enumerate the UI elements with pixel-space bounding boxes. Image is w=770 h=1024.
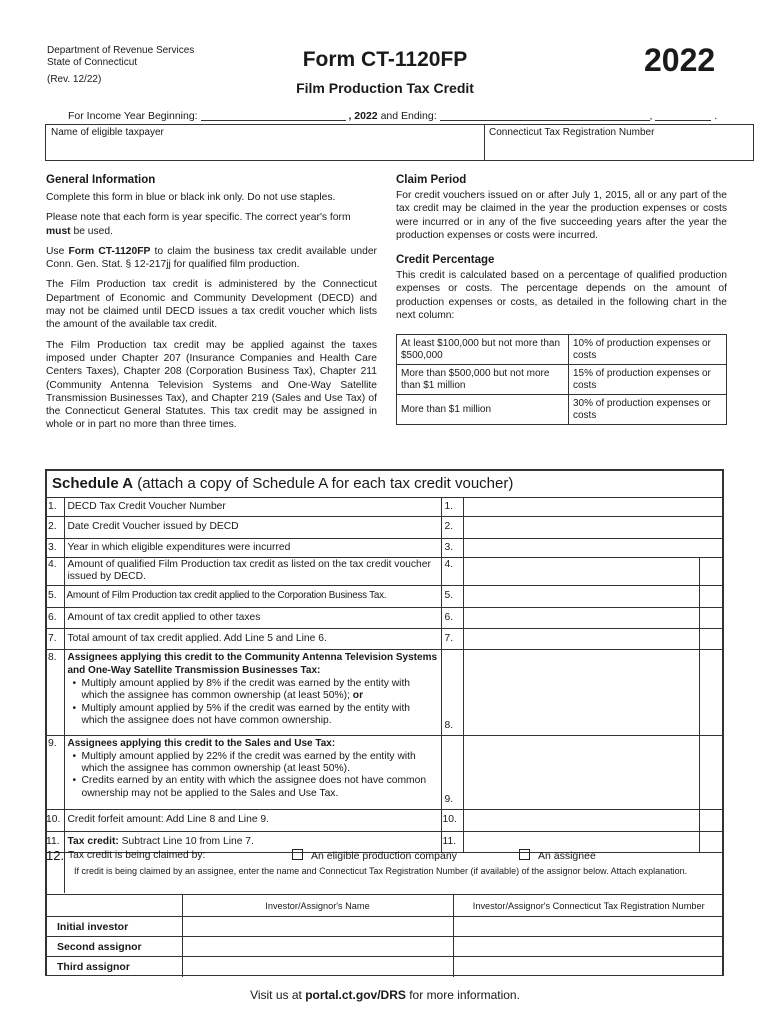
schedule-line [46, 498, 724, 517]
line-ref: 11. [441, 831, 463, 852]
assignor-label: Third assignor [57, 960, 130, 973]
line-description: Amount of qualified Film Production tax credit as listed on the tax credit voucher issued by DECD. [64, 557, 441, 585]
schedule-line [46, 736, 724, 810]
line-8-description [64, 650, 441, 736]
taxpayer-name-label: Name of eligible taxpayer [51, 127, 164, 138]
general-p4: The Film Production tax credit is administered by the Connecticut Department of Economic and Community Development (DECD) and may not be claimed until DECD issues a tax credit voucher which lists the amount of the available tax credit. [46, 279, 377, 331]
line-3-value-field[interactable] [463, 538, 724, 557]
line-ref: 8. [441, 650, 463, 736]
drs-portal-link[interactable]: portal.ct.gov/DRS [305, 988, 406, 1002]
line-description: Tax credit: Subtract Line 10 from Line 7. [64, 831, 441, 852]
line-description: Amount of tax credit applied to other taxes [64, 607, 441, 628]
income-year-line: For Income Year Beginning: , 2022 and Ending: , . [68, 110, 718, 122]
line-description: Year in which eligible expenditures were incurred [64, 538, 441, 557]
second-assignor-reg-field[interactable] [453, 937, 724, 957]
schedule-line [46, 517, 724, 538]
line-ref: 2. [441, 517, 463, 538]
line-8-value-field[interactable] [463, 650, 699, 736]
assignor-reg-header: Investor/Assignor's Connecticut Tax Registration Number [453, 895, 724, 917]
general-p1: Complete this form in blue or black ink only. Do not use staples. [46, 192, 336, 203]
line-number: 7. [46, 629, 64, 650]
assignor-row [46, 917, 724, 937]
form-title: Form CT-1120FP [302, 48, 468, 71]
line-number: 8. [46, 650, 64, 736]
line-number: 4. [46, 557, 64, 585]
line-5-cents-field[interactable] [699, 585, 724, 607]
line-4-value-field[interactable] [463, 557, 699, 585]
line-number: 2. [46, 517, 64, 538]
assignee-checkbox[interactable] [519, 849, 530, 860]
schedule-lines [46, 497, 724, 853]
general-p2: Please note that each form is year specific. The correct year's form must be used. [46, 212, 351, 237]
assignor-row [46, 937, 724, 957]
line-number: 12. [46, 848, 65, 863]
general-information [46, 174, 377, 432]
line-ref: 10. [441, 810, 463, 831]
line-9-bullet-2: • Credits earned by an entity with which the assignee does not have common ownership may not be applied to the Sales and Use Tax. [68, 775, 438, 800]
assignor-label: Second assignor [46, 937, 182, 957]
general-p5: The Film Production tax credit may be applied against the taxes imposed under Chapter 207 (Insurance Companies and Health Care Centers Taxes), Chapter 208 (Corporation Business Tax), Chapter 211 (Community Antenna Television Systems and One-Way Satellite Transmission Businesses Tax), and Chapter 219 (Sales and Use Tax) of the Connecticut General Statutes. This tax credit may be assigned in whole or in part no more than three times. [46, 339, 377, 431]
line-ref: 3. [441, 538, 463, 557]
line-ref: 9. [441, 736, 463, 810]
revision-date: (Rev. 12/22) [47, 74, 102, 85]
line-8-bullet-2: • Multiply amount applied by 5% if the credit was earned by the entity with which the assignee does not have common ownership. [68, 703, 438, 728]
schedule-line [46, 629, 724, 650]
option-assignee[interactable]: An assignee [519, 849, 596, 862]
percentage-row [397, 395, 727, 425]
credit-percentage-text: This credit is calculated based on a percentage of qualified production expenses or costs. The percentage depends on the amount of production expenses or costs, as detailed in the following chart in the next column: [396, 270, 727, 322]
income-year-beginning-label: For Income Year Beginning: [68, 110, 198, 122]
line-1-value-field[interactable] [463, 498, 724, 517]
line-number: 9. [46, 736, 64, 810]
line-7-value-field[interactable] [463, 629, 699, 650]
production-company-checkbox[interactable] [292, 849, 303, 860]
general-information-heading: General Information [46, 174, 156, 186]
line-10-value-field[interactable] [463, 810, 699, 831]
assignor-name-header: Investor/Assignor's Name [182, 895, 453, 917]
percentage-range: More than $1 million [397, 395, 569, 425]
line-number: 1. [46, 498, 64, 517]
taxpayer-registration-label: Connecticut Tax Registration Number [489, 127, 655, 138]
line-description: Amount of Film Production tax credit applied to the Corporation Business Tax. [64, 585, 441, 607]
general-p3: Use Form CT-1120FP to claim the business tax credit available under Conn. Gen. Stat. § 12-217jj for qualified film production. [46, 245, 377, 271]
percentage-value: 15% of production expenses or costs [569, 365, 727, 395]
option-production-company[interactable]: An eligible production company [292, 849, 457, 862]
third-assignor-name-field[interactable] [182, 957, 453, 977]
income-year-ending-label: and Ending: [380, 110, 437, 122]
line-number: 10. [46, 810, 64, 831]
initial-investor-name-field[interactable] [182, 917, 453, 937]
second-assignor-name-field[interactable] [182, 937, 453, 957]
schedule-line [46, 810, 724, 831]
schedule-line [46, 650, 724, 736]
percentage-value: 10% of production expenses or costs [569, 335, 727, 365]
tax-year: 2022 [644, 42, 716, 78]
percentage-range: More than $500,000 but not more than $1 million [397, 365, 569, 395]
claim-period-heading: Claim Period [396, 174, 467, 186]
line-5-value-field[interactable] [463, 585, 699, 607]
line-10-cents-field[interactable] [699, 810, 724, 831]
line-description: Credit forfeit amount: Add Line 8 and Line 9. [64, 810, 441, 831]
line-2-value-field[interactable] [463, 517, 724, 538]
line-12-note: If credit is being claimed by an assignee, enter the name and Connecticut Tax Registration Number (if available) of the assignor below. Attach explanation. [74, 866, 688, 876]
percentage-row [397, 365, 727, 395]
taxpayer-box [45, 124, 754, 161]
assignor-row [46, 957, 724, 977]
department-name: Department of Revenue Services [47, 45, 195, 56]
assignor-label: Initial investor [46, 917, 182, 937]
line-ref: 5. [441, 585, 463, 607]
taxpayer-name-field[interactable] [48, 139, 482, 159]
initial-investor-reg-field[interactable] [453, 917, 724, 937]
line-9-value-field[interactable] [463, 736, 699, 810]
income-year-mid-label: , 2022 [348, 110, 378, 122]
third-assignor-reg-field[interactable] [453, 957, 724, 977]
credit-percentage-table [396, 334, 727, 425]
form-subtitle: Film Production Tax Credit [296, 80, 474, 96]
schedule-line [46, 538, 724, 557]
line-8-heading: Assignees applying this credit to the Community Antenna Television Systems and One-Way Satellite Transmission Businesses Tax: [67, 652, 438, 676]
percentage-row [397, 335, 727, 365]
credit-percentage-heading: Credit Percentage [396, 254, 495, 267]
schedule-line [46, 607, 724, 628]
schedule-line [46, 557, 724, 585]
claim-period-text: For credit vouchers issued on or after July 1, 2015, all or any part of the tax credit may be claimed in the year the production expenses or costs were incurred or in any of the five succeeding years after the year the production expenses or costs were incurred. [396, 190, 727, 241]
line-ref: 7. [441, 629, 463, 650]
income-year-ending-field[interactable] [440, 110, 650, 121]
schedule-line [46, 585, 724, 607]
line-7-cents-field[interactable] [699, 629, 724, 650]
percentage-range: At least $100,000 but not more than $500,000 [397, 335, 569, 365]
schedule-a-title: Schedule A (attach a copy of Schedule A for each tax credit voucher) [52, 475, 514, 492]
line-6-cents-field[interactable] [699, 607, 724, 628]
state-name: State of Connecticut [47, 57, 138, 68]
income-year-ending-year-field[interactable] [655, 110, 711, 121]
line-number: 6. [46, 607, 64, 628]
line-9-description [64, 736, 441, 810]
right-column [396, 174, 727, 322]
line-ref: 6. [441, 607, 463, 628]
line-4-cents-field[interactable] [699, 557, 724, 585]
line-number: 5. [46, 585, 64, 607]
line-description: Total amount of tax credit applied. Add Line 5 and Line 6. [64, 629, 441, 650]
line-ref: 1. [441, 498, 463, 517]
line-8-bullet-1: • Multiply amount applied by 8% if the credit was earned by the entity with which the assignee has common ownership (at least 50%); or [68, 678, 438, 703]
line-9-heading: Assignees applying this credit to the Sales and Use Tax: [67, 738, 336, 750]
line-description: DECD Tax Credit Voucher Number [64, 498, 441, 517]
taxpayer-registration-field[interactable] [487, 139, 751, 159]
footer: Visit us at portal.ct.gov/DRS for more information. [250, 988, 520, 1002]
line-ref: 4. [441, 557, 463, 585]
assignor-table [46, 894, 724, 977]
line-12 [46, 846, 724, 893]
assignor-header-row [46, 895, 724, 917]
line-number: 11. [46, 831, 64, 852]
income-year-beginning-field[interactable] [201, 110, 346, 121]
line-9-bullet-1: • Multiply amount applied by 22% if the credit was earned by the entity with which the assignee has common ownership (at least 50%). [68, 751, 438, 776]
line-12-description: Tax credit is being claimed by: [68, 850, 206, 861]
line-8-cents-field[interactable] [699, 650, 724, 736]
line-description: Date Credit Voucher issued by DECD [64, 517, 441, 538]
line-number: 3. [46, 538, 64, 557]
line-6-value-field[interactable] [463, 607, 699, 628]
line-9-cents-field[interactable] [699, 736, 724, 810]
percentage-value: 30% of production expenses or costs [569, 395, 727, 425]
